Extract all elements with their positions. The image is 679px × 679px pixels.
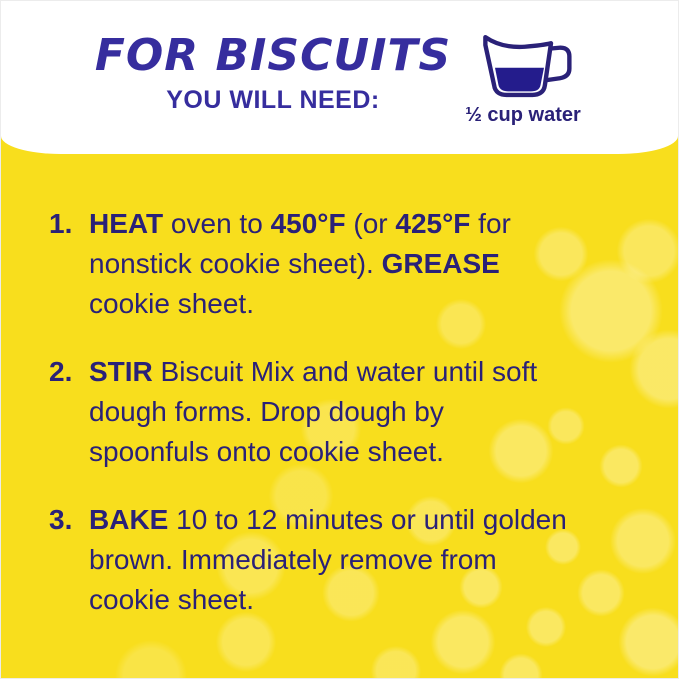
step-keyword: GREASE xyxy=(381,248,500,279)
step-keyword: HEAT xyxy=(89,208,164,239)
step-row xyxy=(49,352,662,472)
steps-list xyxy=(1,154,678,648)
step-text xyxy=(89,204,662,324)
header-band xyxy=(1,1,678,154)
step-text-run: for xyxy=(470,208,511,239)
step-keyword: BAKE xyxy=(89,504,169,535)
step-text-run: cookie sheet. xyxy=(89,288,254,319)
step-text-run: Biscuit Mix and water until soft xyxy=(152,356,538,387)
subtitle: YOU WILL NEED: xyxy=(166,85,380,114)
step-text xyxy=(89,500,662,620)
step-keyword: 425°F xyxy=(395,208,471,239)
step-keyword: 450°F xyxy=(270,208,346,239)
ingredient xyxy=(443,31,603,125)
step-text xyxy=(89,352,662,472)
step-text-run: oven to xyxy=(163,208,271,239)
measuring-cup-icon xyxy=(469,31,577,101)
step-text-run: cookie sheet. xyxy=(89,584,254,615)
step-row xyxy=(49,204,662,324)
step-number: 2. xyxy=(49,356,73,387)
step-text-run: (or xyxy=(345,208,396,239)
step-text-run: spoonfuls onto cookie sheet. xyxy=(89,436,444,467)
title-block xyxy=(73,31,473,113)
step-keyword: STIR xyxy=(89,356,153,387)
step-text-run: 10 to 12 minutes or until golden xyxy=(168,504,567,535)
step-number: 1. xyxy=(49,208,73,239)
step-text-run: nonstick cookie sheet). xyxy=(89,248,382,279)
ingredient-label: ½ cup water xyxy=(465,104,581,126)
step-row xyxy=(49,500,662,620)
step-number: 3. xyxy=(49,504,73,535)
step-text-run: brown. Immediately remove from xyxy=(89,544,497,575)
step-text-run: dough forms. Drop dough by xyxy=(89,396,444,427)
page-title: FOR BISCUITS xyxy=(94,30,452,81)
